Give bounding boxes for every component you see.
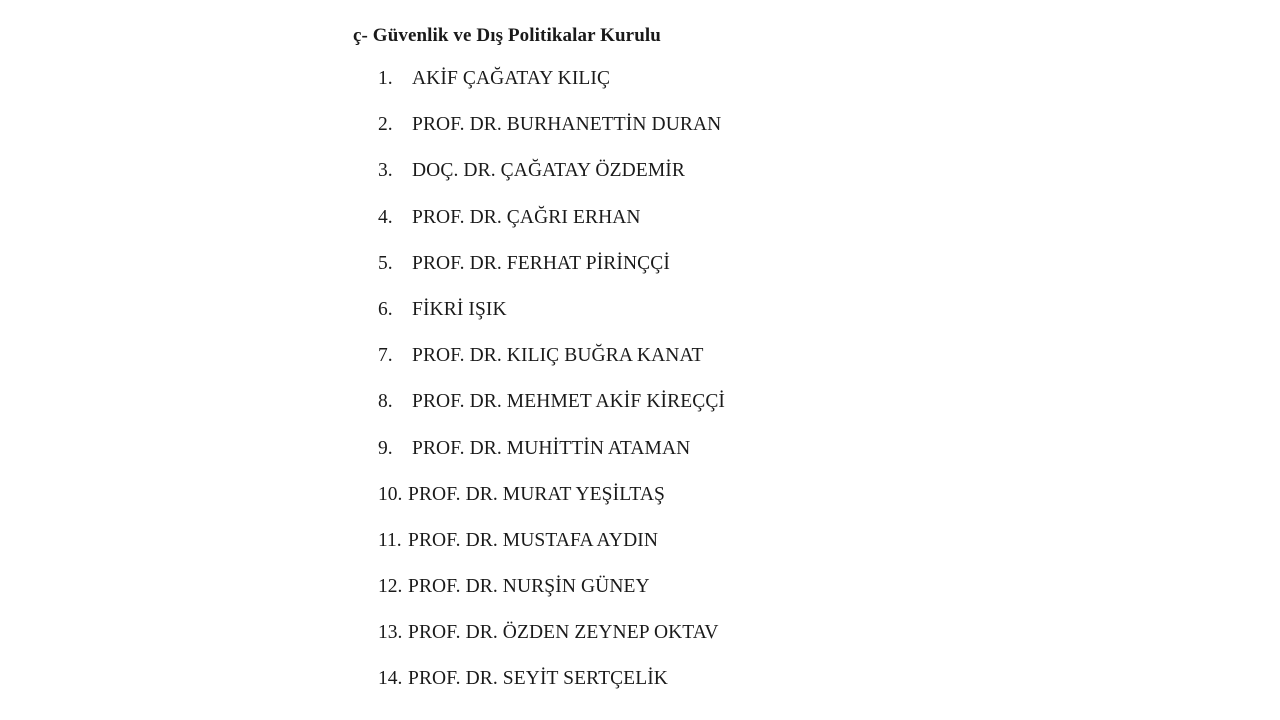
member-name: AKİF ÇAĞATAY KILIÇ	[412, 68, 611, 89]
list-item	[378, 345, 725, 391]
list-item	[378, 576, 725, 622]
item-number: 8.	[378, 391, 393, 413]
item-number: 13.	[378, 622, 403, 644]
member-name: PROF. DR. NURŞİN GÜNEY	[408, 576, 650, 598]
member-name: FİKRİ IŞIK	[412, 298, 507, 320]
item-number: 12.	[378, 576, 403, 598]
list-item	[378, 114, 725, 160]
member-name: PROF. DR. MUSTAFA AYDIN	[408, 529, 659, 551]
member-name: PROF. DR. FERHAT PİRİNÇÇİ	[412, 252, 670, 274]
member-name: PROF. DR. KILIÇ BUĞRA KANAT	[412, 345, 704, 367]
list-item	[378, 207, 725, 253]
member-name: PROF. DR. ÇAĞRI ERHAN	[412, 206, 641, 228]
member-name: PROF. DR. MURAT YEŞİLTAŞ	[408, 483, 665, 505]
member-name: PROF. DR. MUHİTTİN ATAMAN	[412, 437, 691, 459]
member-name: DOÇ. DR. ÇAĞATAY ÖZDEMİR	[412, 160, 685, 182]
item-number: 1.	[378, 68, 393, 89]
item-number: 5.	[378, 252, 393, 274]
list-item	[378, 438, 725, 484]
item-number: 2.	[378, 114, 393, 136]
item-number: 7.	[378, 345, 393, 367]
section-heading: ç- Güvenlik ve Dış Politikalar Kurulu	[353, 25, 661, 46]
item-number: 11.	[378, 529, 402, 551]
list-item	[378, 160, 725, 206]
member-name: PROF. DR. MEHMET AKİF KİREÇÇİ	[412, 391, 726, 413]
member-name: PROF. DR. ÖZDEN ZEYNEP OKTAV	[408, 622, 719, 644]
list-item	[378, 299, 725, 345]
list-item	[378, 253, 725, 299]
item-number: 14.	[378, 668, 403, 690]
member-list	[378, 68, 725, 715]
list-item	[378, 530, 725, 576]
list-item	[378, 622, 725, 668]
item-number: 4.	[378, 206, 393, 228]
member-name: PROF. DR. BURHANETTİN DURAN	[412, 114, 722, 136]
member-name: PROF. DR. SEYİT SERTÇELİK	[408, 668, 668, 690]
list-item	[378, 668, 725, 714]
item-number: 3.	[378, 160, 393, 182]
list-item	[378, 484, 725, 530]
list-item	[378, 391, 725, 437]
item-number: 9.	[378, 437, 393, 459]
list-item	[378, 68, 725, 114]
item-number: 10.	[378, 483, 403, 505]
item-number: 6.	[378, 298, 393, 320]
